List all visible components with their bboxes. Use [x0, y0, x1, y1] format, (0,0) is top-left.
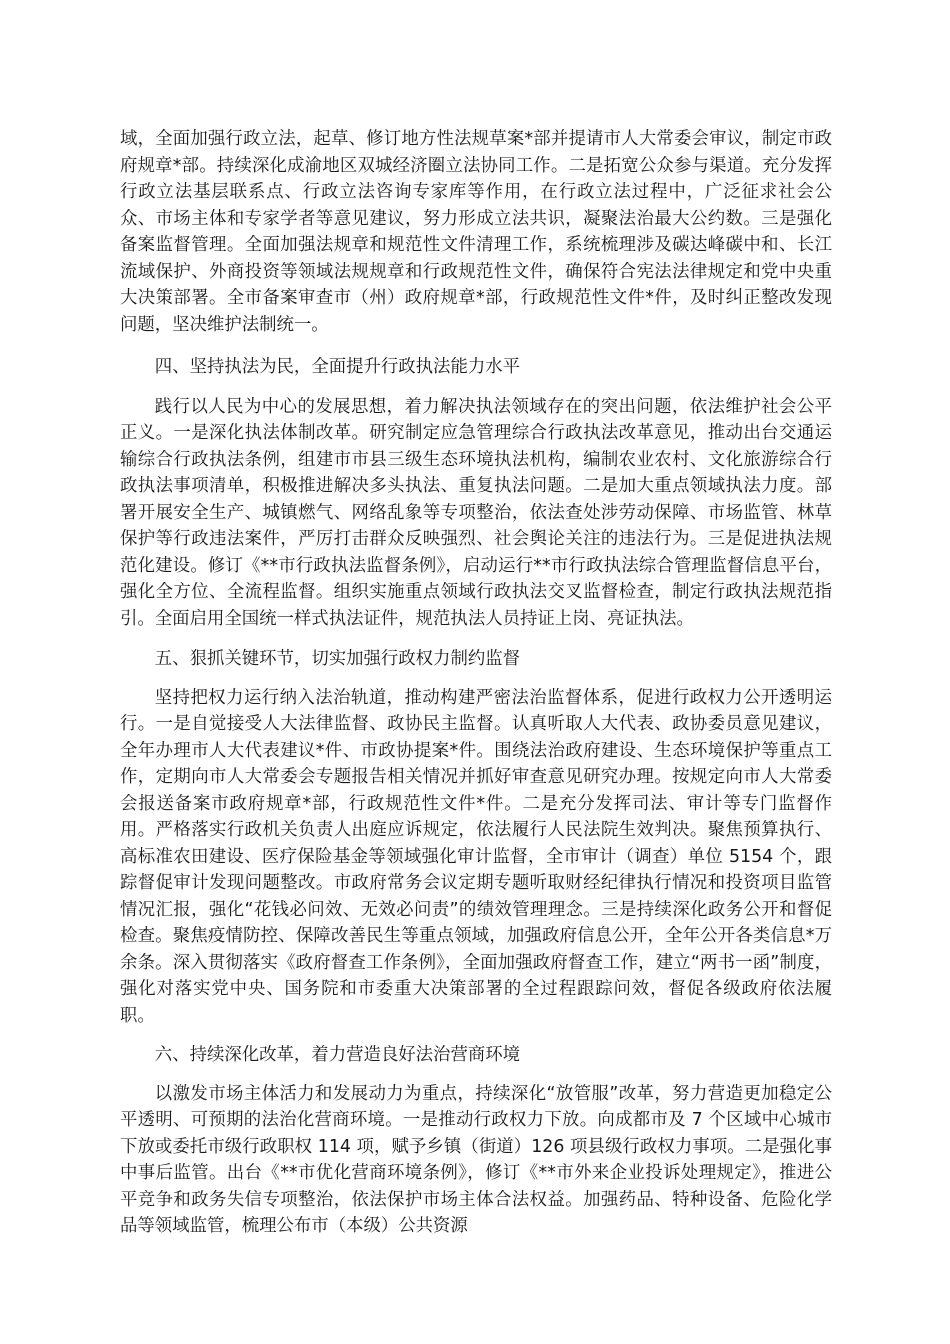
paragraph-section-5: 坚持把权力运行纳入法治轨道，推动构建严密法治监督体系，促进行政权力公开透明运行。一是自觉接受人大法律监督、政协民主监督。认真听取人大代表、政协委员意见建议，全年办理市人大代表建议*件、市政协提案*件。围绕法治政府建设、生态环境保护等重点工作，定期向市人大常委会专题报告相关情况并抓好审查意见研究办理。按规定向市人大常委会报送备案市政府规章*部，行政规范性文件*件。二是充分发挥司法、审计等专门监督作用。严格落实行政机关负责人出庭应诉规定，依法履行人民法院生效判决。聚焦预算执行、高标准农田建设、医疗保险基金等领域强化审计监督，全市审计（调查）单位 5154 个，跟踪督促审计发现问题整改。市政府常务会议定期专题听取财经纪律执行情况和投资项目监管情况汇报，强化“花钱必问效、无效必问责”的绩效管理理念。三是持续深化政务公开和督促检查。聚焦疫情防控、保障改善民生等重点领域，加强政府信息公开，全年公开各类信息*万余条。深入贯彻落实《政府督查工作条例》，全面加强政府督查工作，建立“两书一函”制度，强化对落实党中央、国务院和市委重大决策部署的全过程跟踪问效，督促各级政府依法履职。 — [120, 687, 832, 1026]
paragraph-section-4: 践行以人民为中心的发展思想，着力解决执法领域存在的突出问题，依法维护社会公平正义。一是深化执法体制改革。研究制定应急管理综合行政执法改革意见，推动出台交通运输综合行政执法条例，组建市市县三级生态环境执法机构，编制农业农村、文化旅游综合行政执法事项清单，积极推进解决多头执法、重复执法问题。二是加大重点领域执法力度。部署开展安全生产、城镇燃气、网络乱象等专项整治，依法查处涉劳动保障、市场监管、林草保护等行政违法案件，严厉打击群众反映强烈、社会舆论关注的违法行为。三是促进执法规范化建设。修订《**市行政执法监督条例》，启动运行**市行政执法综合管理监督信息平台，强化全方位、全流程监督。组织实施重点领域行政执法交叉监督检查，制定行政执法规范指引。全面启用全国统一样式执法证件，规范执法人员持证上岗、亮证执法。 — [120, 396, 832, 629]
section-heading-5: 五、狠抓关键环节，切实加强行政权力制约监督 — [154, 649, 521, 669]
paragraph-section-6: 以激发市场主体活力和发展动力为重点，持续深化“放管服”改革，努力营造更加稳定公平透明、可预期的法治化营商环境。一是推动行政权力下放。向成都市及 7 个区域中心城市下放或委托市级行政职权 114 项，赋予乡镇（街道）126 项县级行政权力事项。二是强化事中事后监管。出台《**市优化营商环境条例》，修订《**市外来企业投诉处理规定》，推进公平竞争和政务失信专项整治，依法保护市场主体合法权益。加强药品、特种设备、危险化学品等领域监管，梳理公布市（本级）公共资源 — [120, 1083, 832, 1236]
section-heading-6: 六、持续深化改革，着力营造良好法治营商环境 — [154, 1045, 521, 1065]
document-page — [120, 126, 832, 1240]
section-heading-4: 四、坚持执法为民，全面提升行政执法能力水平 — [154, 357, 521, 377]
paragraph-continuation: 域，全面加强行政立法，起草、修订地方性法规草案*部并提请市人大常委会审议，制定市政府规章*部。持续深化成渝地区双城经济圈立法协同工作。二是拓宽公众参与渠道。充分发挥行政立法基层联系点、行政立法咨询专家库等作用，在行政立法过程中，广泛征求社会公众、市场主体和专家学者等意见建议，努力形成立法共识，凝聚法治最大公约数。三是强化备案监督管理。全面加强法规章和规范性文件清理工作，系统梳理涉及碳达峰碳中和、长江流域保护、外商投资等领域法规规章和行政规范性文件，确保符合宪法法律规定和党中央重大决策部署。全市备案审查市（州）政府规章*部，行政规范性文件*件，及时纠正整改发现问题，坚决维护法制统一。 — [120, 129, 832, 335]
